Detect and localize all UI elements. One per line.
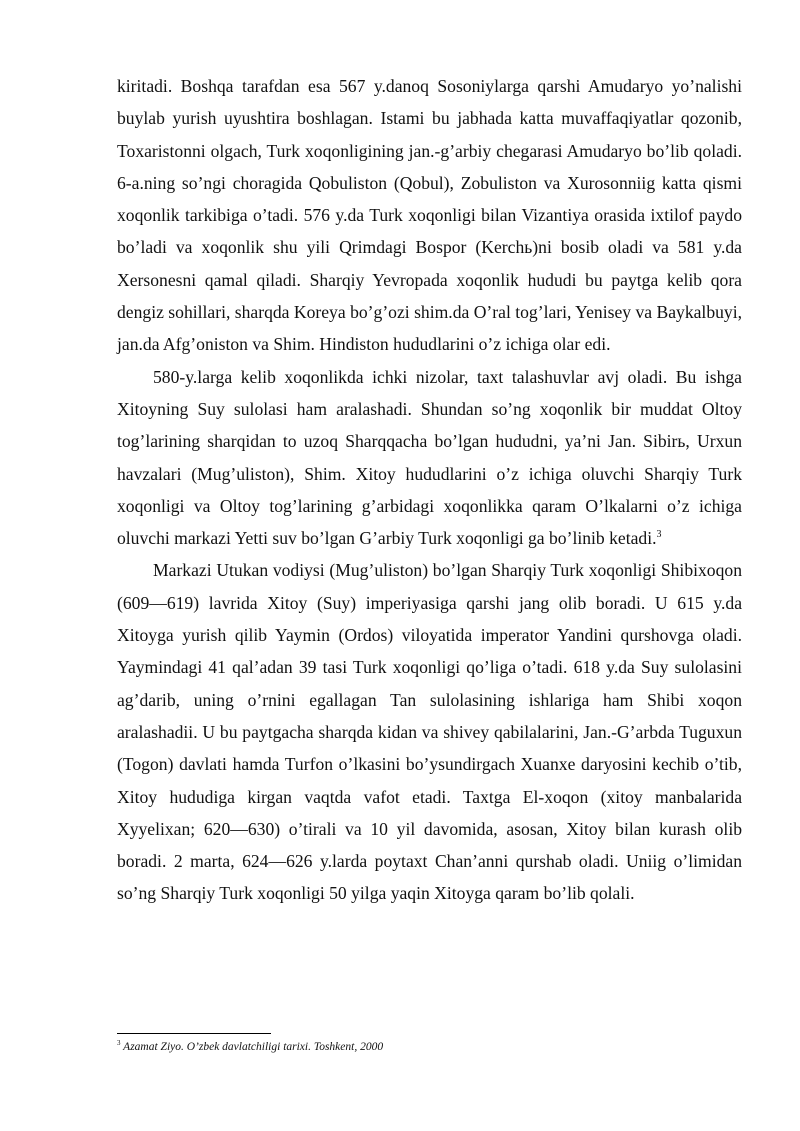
footnote: [117, 1040, 742, 1054]
footnote-text: Azamat Ziyo. O’zbek davlatchiligi tarixi. Toshkent, 2000: [123, 1041, 384, 1053]
paragraph-2: [117, 361, 742, 555]
footnote-marker: 3: [117, 1039, 121, 1048]
paragraph-2-text: 580-y.larga kelib xoqonlikda ichki nizolar, taxt talashuvlar avj oladi. Bu ishga Xitoyning Suy sulolasi ham aralashadi. Shundan so’ng xoqonlik bir muddat Oltoy tog’larining sharqidan to uzoq Sharqqacha bo’lgan hududni, ya’ni Jan. Sibirь, Urxun havzalari (Mug’uliston), Shim. Xitoy hududlarini o’z ichiga oluvchi Sharqiy Turk xoqonligi va Oltoy tog’larining g’arbidagi xoqonlikka qaram O’lkalarni o’z ichiga oluvchi markazi Yetti suv bo’lgan G’arbiy Turk xoqonligi ga bo’linib ketadi.: [117, 366, 742, 549]
body-text: [117, 70, 742, 910]
footnote-separator: [117, 1033, 271, 1034]
paragraph-1: kiritadi. Boshqa tarafdan esa 567 y.danoq Sosoniylarga qarshi Amudaryo yo’nalishi buylab yurish uyushtira boshlagan. Istami bu jabhada katta muvaffaqiyatlar qozonib, Toxaristonni olgach, Turk xoqonligining jan.-g’arbiy chegarasi Amudaryo bo’lib qoladi. 6-a.ning so’ngi choragida Qobuliston (Qobul), Zobuliston va Xurosonniig katta qismi xoqonlik tarkibiga o’tadi. 576 y.da Turk xoqonligi bilan Vizantiya orasida ixtilof paydo bo’ladi va xoqonlik shu yili Qrimdagi Bospor (Kerchь)ni bosib oladi va 581 y.da Xersonesni qamal qiladi. Sharqiy Yevropada xoqonlik hududi bu paytga kelib qora dengiz sohillari, sharqda Koreya bo’g’ozi shim.da O’ral tog’lari, Yenisey va Baykalbuyi, jan.da Afg’oniston va Shim. Hindiston hududlarini o’z ichiga olar edi.: [117, 76, 742, 355]
footnote-reference: 3: [656, 529, 662, 541]
paragraph-3: Markazi Utukan vodiysi (Mug’uliston) bo’lgan Sharqiy Turk xoqonligi Shibixoqon (609—619) lavrida Xitoy (Suy) imperiyasiga qarshi jang olib boradi. U 615 y.da Xitoyga yurish qilib Yaymin (Ordos) viloyatida imperator Yandini qurshovga oladi. Yaymindagi 41 qal’adan 39 tasi Turk xoqonligi qo’liga o’tadi. 618 y.da Suy sulolasini ag’darib, uning o’rnini egallagan Tan sulolasining ishlariga ham Shibi xoqon aralashadii. U bu paytgacha sharqda kidan va shivey qabilalarini, Jan.-G’arbda Tuguxun (Togon) davlati hamda Turfon o’lkasini bo’ysundirgach Xuanxe daryosini kechib o’tib, Xitoy hududiga kirgan vaqtda vafot etadi. Taxtga El-xoqon (xitoy manbalarida Xyyelixan; 620—630) o’tirali va 10 yil davomida, asosan, Xitoy bilan kurash olib boradi. 2 marta, 624—626 y.larda poytaxt Chan’anni qurshab oladi. Uniig o’limidan so’ng Sharqiy Turk xoqonligi 50 yilga yaqin Xitoyga qaram bo’lib qolali.: [117, 560, 742, 904]
